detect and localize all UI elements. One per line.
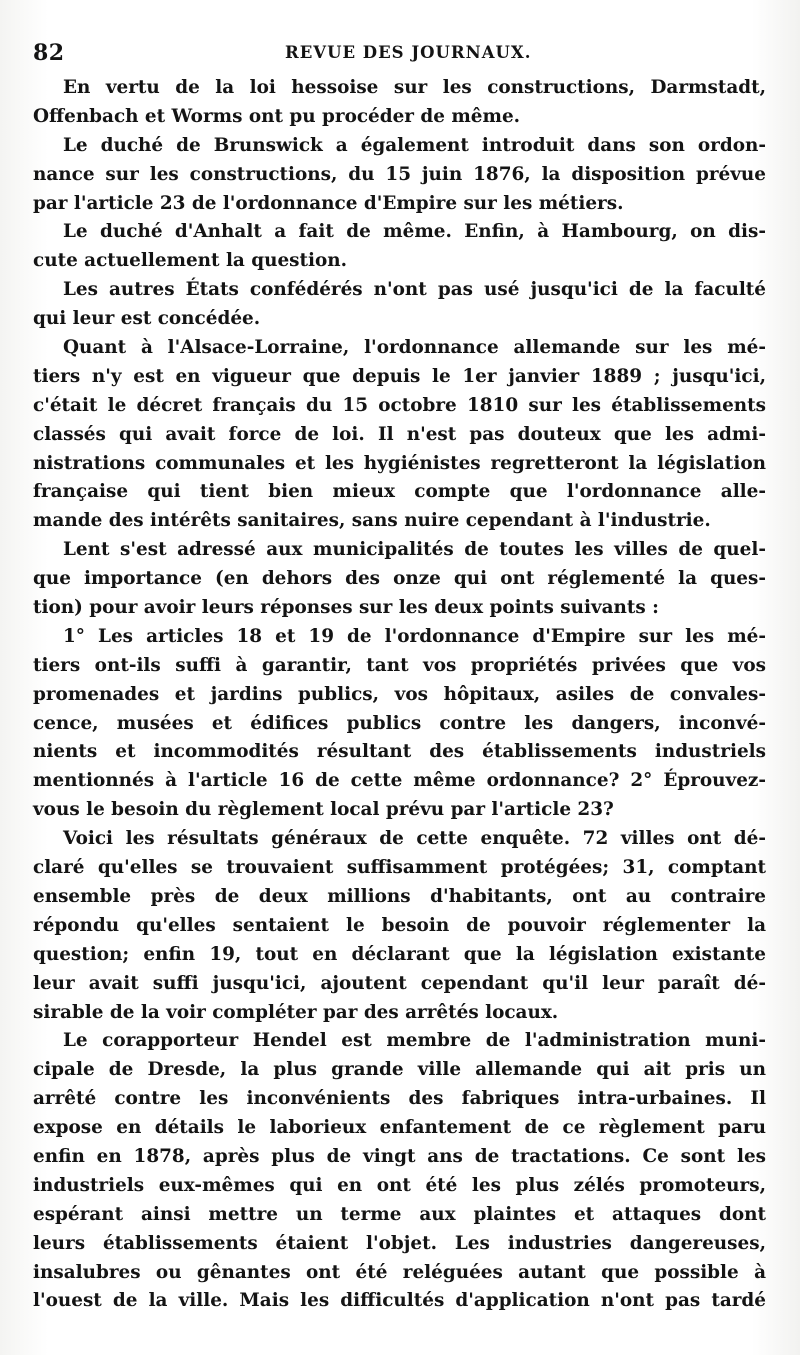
text-line: question; enfin 19, tout en déclarant que la législation existante [33,943,766,965]
text-line: Les autres États confédérés n'ont pas usé jusqu'ici de la faculté [63,279,766,301]
text-line: leurs établissements étaient l'objet. Les industries dangereuses, [33,1232,766,1254]
text-line: Voici les résultats généraux de cette enquête. 72 villes ont dé- [63,828,766,850]
text-line: insalubres ou gênantes ont été reléguées autant que possible à [33,1261,766,1283]
text-line: Le duché d'Anhalt a fait de même. Enfin, à Hambourg, on dis- [63,221,766,243]
text-line: espérant ainsi mettre un terme aux plaintes et attaques dont [33,1203,766,1225]
text-line: nients et incommodités résultant des établissements industriels [33,741,766,763]
text-line: française qui tient bien mieux compte que l'ordonnance alle- [33,481,766,503]
text-line: c'était le décret français du 15 octobre 1810 sur les établissements [33,394,766,416]
text-line: classés qui avait force de loi. Il n'est pas douteux que les admi- [33,423,766,445]
body-text [33,74,766,1316]
page-number: 82 [33,40,65,66]
text-line: arrêté contre les inconvénients des fabriques intra-urbaines. Il [33,1088,766,1110]
text-line: cence, musées et édifices publics contre les dangers, inconvé- [33,712,766,734]
text-line: Le duché de Brunswick a également introduit dans son ordon- [63,134,766,156]
page-header [33,40,760,70]
text-line: cipale de Dresde, la plus grande ville allemande qui ait pris un [33,1059,766,1081]
text-line: tiers ont-ils suffi à garantir, tant vos propriétés privées que vos [33,654,766,676]
text-line: cute actuellement la question. [33,250,348,272]
text-line: tion) pour avoir leurs réponses sur les deux points suivants : [33,597,659,619]
text-line: que importance (en dehors des onze qui ont réglementé la ques- [33,568,766,590]
text-line: répondu qu'elles sentaient le besoin de pouvoir réglementer la [33,914,766,936]
text-line: En vertu de la loi hessoise sur les constructions, Darmstadt, [63,77,766,98]
text-line: ensemble près de deux millions d'habitants, ont au contraire [33,885,766,907]
text-line: industriels eux-mêmes qui en ont été les plus zélés promoteurs, [33,1174,766,1196]
text-line: Quant à l'Alsace-Lorraine, l'ordonnance allemande sur les mé- [63,337,766,359]
text-line: l'ouest de la ville. Mais les difficultés d'application n'ont pas tardé [33,1290,766,1312]
text-line: expose en détails le laborieux enfantement de ce règlement paru [33,1117,766,1139]
text-line: claré qu'elles se trouvaient suffisamment protégées; 31, comptant [33,857,766,879]
text-line: leur avait suffi jusqu'ici, ajoutent cependant qu'il leur paraît dé- [33,972,766,994]
text-line: par l'article 23 de l'ordonnance d'Empire sur les métiers. [33,192,624,214]
text-line: Le corapporteur Hendel est membre de l'administration muni- [63,1030,766,1052]
text-line: qui leur est concédée. [33,308,261,330]
text-line: mentionnés à l'article 16 de cette même ordonnance? 2° Éprouvez- [33,770,766,792]
running-title: REVUE DES JOURNAUX. [285,43,532,62]
text-line: vous le besoin du règlement local prévu par l'article 23? [33,799,614,821]
text-line: nance sur les constructions, du 15 juin 1876, la disposition prévue [33,163,766,185]
text-line: enfin en 1878, après plus de vingt ans de tractations. Ce sont les [33,1145,766,1167]
text-line: Lent s'est adressé aux municipalités de toutes les villes de quel- [63,539,766,561]
text-line: promenades et jardins publics, vos hôpitaux, asiles de convales- [33,683,766,705]
text-line: nistrations communales et les hygiénistes regretteront la législation [33,452,766,474]
text-line: sirable de la voir compléter par des arrêtés locaux. [33,1001,559,1023]
text-line: 1° Les articles 18 et 19 de l'ordonnance d'Empire sur les mé- [63,625,766,647]
text-line: tiers n'y est en vigueur que depuis le 1er janvier 1889 ; jusqu'ici, [33,365,766,387]
text-line: mande des intérêts sanitaires, sans nuire cependant à l'industrie. [33,510,711,532]
text-line: Offenbach et Worms ont pu procéder de même. [33,105,521,127]
